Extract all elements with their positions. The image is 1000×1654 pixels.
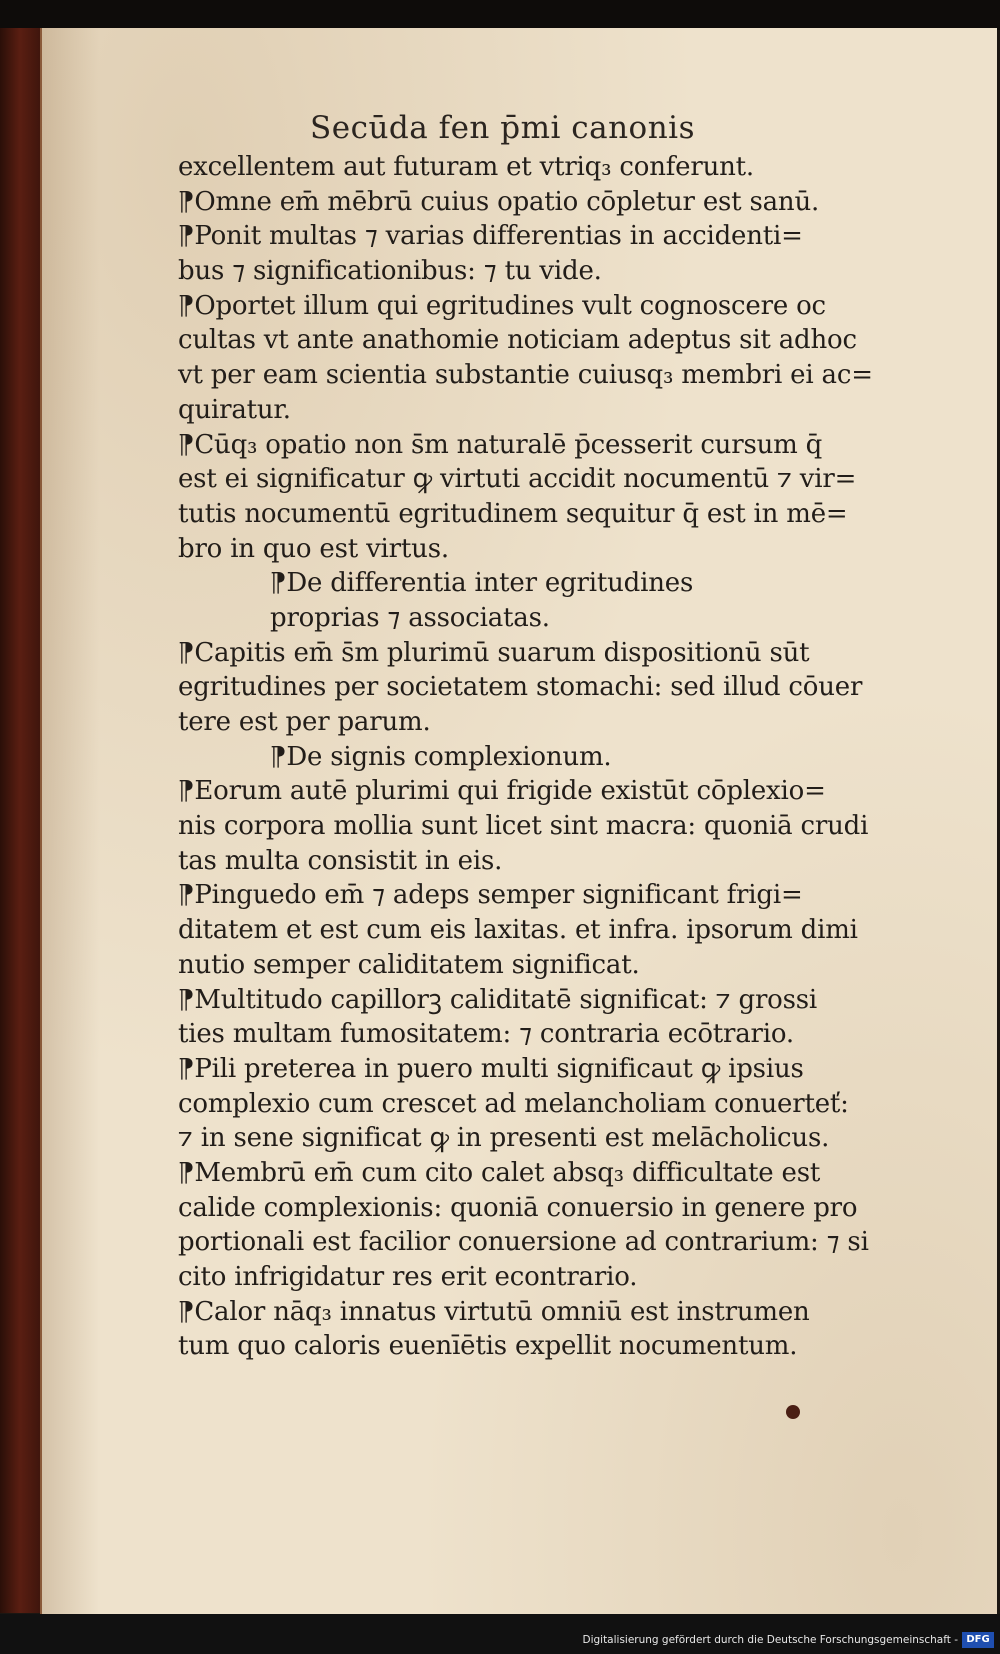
text-line: calide complexionis: quoniā conuersio in genere pro xyxy=(178,1192,858,1223)
text-line: ⁋Capitis em̄ s̄m plurimū suarum dispositionū sūt xyxy=(178,637,810,668)
text-line: tas multa consistit in eis. xyxy=(178,845,503,876)
text-line: cultas vt ante anathomie noticiam adeptus sit adhoc xyxy=(178,325,857,356)
text-line: vt per eam scientia substantie cuiusq₃ membri ei ac= xyxy=(178,360,873,391)
text-line: tum quo caloris euenīētis expellit nocumentum. xyxy=(178,1331,798,1362)
dfg-logo-badge: DFG xyxy=(962,1632,994,1648)
text-line: ⁋Cūq₃ opatio non s̄m naturalē p̄cesserit cursum q̄ xyxy=(178,429,823,460)
text-line: ⁋Oportet illum qui egritudines vult cognoscere oc xyxy=(178,290,826,321)
text-line: ⁋Calor nāq₃ innatus virtutū omniū est instrumen xyxy=(178,1296,810,1327)
running-title: Secūda fen p̄mi canonis xyxy=(310,110,695,146)
text-line: ⁋Eorum autē plurimi qui frigide existūt cōplexio= xyxy=(178,776,826,807)
text-line: ⁋Multitudo capillorꝫ caliditatē significat: ⁊ grossi xyxy=(178,984,818,1015)
text-line: ⁋Omne em̄ mēbrū cuius opatio cōpletur est sanū. xyxy=(178,186,820,217)
scan-footer-bar xyxy=(0,1614,1000,1654)
scan-top-border xyxy=(0,0,1000,30)
text-line: ⁋Ponit multas ⁊ varias differentias in accidenti= xyxy=(178,221,803,252)
text-line: tutis nocumentū egritudinem sequitur q̄ est in mē= xyxy=(178,498,848,529)
book-spine-edge xyxy=(0,28,44,1613)
text-line: bro in quo est virtus. xyxy=(178,533,449,564)
text-line: proprias ⁊ associatas. xyxy=(270,602,550,633)
ink-dot-mark xyxy=(786,1405,800,1419)
funding-credit: Digitalisierung gefördert durch die Deutsche Forschungsgemeinschaft - xyxy=(582,1634,958,1646)
text-line: bus ⁊ significationibus: ⁊ tu vide. xyxy=(178,256,602,287)
text-line: nutio semper caliditatem significat. xyxy=(178,949,640,980)
text-line: egritudines per societatem stomachi: sed illud cōuer xyxy=(178,672,863,703)
text-line: excellentem aut futuram et vtriq₃ conferunt. xyxy=(178,152,754,182)
text-line: cito infrigidatur res erit econtrario. xyxy=(178,1262,638,1292)
text-line: nis corpora mollia sunt licet sint macra: quoniā crudi xyxy=(178,811,869,842)
text-line: ⁋Membrū em̄ cum cito calet absq₃ difficultate est xyxy=(178,1157,821,1188)
body-text xyxy=(178,150,938,1364)
text-line: ⁋De signis complexionum. xyxy=(270,741,612,772)
text-line: ⁋Pinguedo em̄ ⁊ adeps semper significant frigi= xyxy=(178,880,803,911)
text-line: ties multam fumositatem: ⁊ contraria ecōtrario. xyxy=(178,1019,794,1050)
text-line: quiratur. xyxy=(178,394,291,425)
text-line: ditatem et est cum eis laxitas. et infra. ipsorum dimi xyxy=(178,915,858,946)
text-line: est ei significatur ꝙ virtuti accidit nocumentū ⁊ vir= xyxy=(178,464,857,495)
text-line: tere est per parum. xyxy=(178,707,431,737)
text-line: portionali est facilior conuersione ad contrarium: ⁊ si xyxy=(178,1227,869,1258)
text-line: ⁋Pili preterea in puero multi significaut ꝙ ipsius xyxy=(178,1053,804,1084)
text-line: complexio cum crescet ad melancholiam conuerteť: xyxy=(178,1088,849,1119)
text-line: ⁊ in sene significat ꝙ in presenti est melācholicus. xyxy=(178,1123,830,1154)
text-line: ⁋De differentia inter egritudines xyxy=(270,568,694,599)
